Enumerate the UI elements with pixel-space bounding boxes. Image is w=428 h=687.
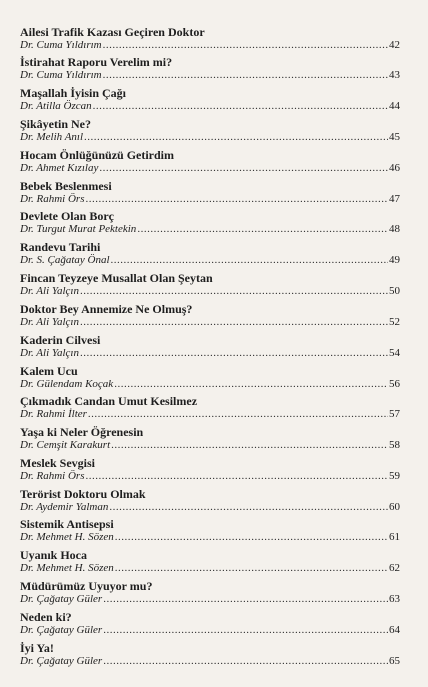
toc-entry (20, 302, 400, 329)
entry-page-number: 56 (389, 378, 400, 390)
entry-line (20, 254, 400, 267)
entry-line (20, 100, 400, 113)
entry-title: Şikâyetin Ne? (20, 117, 92, 131)
entry-line (20, 562, 400, 575)
entry-title: Müdürümüz Uyuyor mu? (20, 579, 153, 593)
entry-author: Dr. Çağatay Güler (20, 624, 103, 636)
toc-entry (20, 25, 400, 52)
dot-leader (115, 531, 388, 544)
toc-entry (20, 394, 400, 421)
entry-page-number: 65 (389, 655, 400, 667)
dot-leader (111, 439, 388, 452)
entry-title: Çıkmadık Candan Umut Kesilmez (20, 394, 198, 408)
toc-entry (20, 364, 400, 391)
entry-title: Bebek Beslenmesi (20, 179, 112, 193)
entry-page-number: 43 (389, 69, 400, 81)
dot-leader (115, 562, 388, 575)
toc-entry (20, 271, 400, 298)
dot-leader (114, 378, 388, 391)
entry-title: Hocam Önlüğünüzü Getirdim (20, 148, 175, 162)
entry-title: Doktor Bey Annemize Ne Olmuş? (20, 302, 193, 316)
dot-leader (85, 193, 388, 206)
entry-page-number: 61 (389, 531, 400, 543)
dot-leader (99, 162, 388, 175)
entry-title: Devlete Olan Borç (20, 209, 114, 223)
entry-title: Maşallah İyisin Çağı (20, 86, 127, 100)
dot-leader (103, 624, 388, 637)
dot-leader (103, 69, 388, 82)
entry-author: Dr. Mehmet H. Sözen (20, 562, 114, 574)
entry-author: Dr. Rahmi İlter (20, 408, 87, 420)
entry-title: Sistemik Antisepsi (20, 517, 114, 531)
entry-author: Dr. Melih Anıl (20, 131, 84, 143)
toc-entry (20, 148, 400, 175)
dot-leader (80, 316, 388, 329)
toc-entry (20, 209, 400, 236)
entry-line (20, 593, 400, 606)
entry-author: Dr. Ali Yalçın (20, 285, 79, 297)
entry-title: Yaşa ki Neler Öğrenesin (20, 425, 144, 439)
dot-leader (84, 131, 388, 144)
dot-leader (103, 593, 388, 606)
toc-entry (20, 240, 400, 267)
toc-entry (20, 548, 400, 575)
entry-author: Dr. Cemşit Karakurt (20, 439, 111, 451)
entry-title: Terörist Doktoru Olmak (20, 487, 146, 501)
dot-leader (88, 408, 388, 421)
toc-entry (20, 333, 400, 360)
entry-author: Dr. Ali Yalçın (20, 347, 79, 359)
entry-author: Dr. Cuma Yıldırım (20, 69, 102, 81)
entry-line (20, 501, 400, 514)
entry-author: Dr. Atilla Özcan (20, 100, 92, 112)
entry-title: İyi Ya! (20, 641, 54, 655)
entry-line (20, 285, 400, 298)
entry-title: Uyanık Hoca (20, 548, 88, 562)
entry-page-number: 52 (389, 316, 400, 328)
toc-entry (20, 117, 400, 144)
entry-title: Kaderin Cilvesi (20, 333, 101, 347)
entry-line (20, 316, 400, 329)
dot-leader (103, 655, 388, 668)
entry-author: Dr. Ali Yalçın (20, 316, 79, 328)
entry-author: Dr. Gülendam Koçak (20, 378, 114, 390)
dot-leader (109, 501, 388, 514)
entry-author: Dr. Rahmi Örs (20, 193, 85, 205)
entry-page-number: 60 (389, 501, 400, 513)
toc-entry (20, 425, 400, 452)
entry-author: Dr. Ahmet Kızılay (20, 162, 99, 174)
entry-line (20, 531, 400, 544)
entry-title: Ailesi Trafik Kazası Geçiren Doktor (20, 25, 205, 39)
dot-leader (80, 347, 388, 360)
entry-line (20, 470, 400, 483)
entry-line (20, 624, 400, 637)
entry-author: Dr. Turgut Murat Pektekin (20, 223, 137, 235)
toc-entry (20, 641, 400, 668)
toc-entry (20, 487, 400, 514)
entry-line (20, 193, 400, 206)
entry-page-number: 42 (389, 39, 400, 51)
entry-page-number: 50 (389, 285, 400, 297)
toc-entry (20, 456, 400, 483)
dot-leader (111, 254, 388, 267)
entry-author: Dr. Mehmet H. Sözen (20, 531, 114, 543)
entry-page-number: 54 (389, 347, 400, 359)
entry-title: Randevu Tarihi (20, 240, 101, 254)
entry-line (20, 378, 400, 391)
entry-title: Fincan Teyzeye Musallat Olan Şeytan (20, 271, 213, 285)
entry-page-number: 62 (389, 562, 400, 574)
entry-page-number: 44 (389, 100, 400, 112)
entry-page-number: 57 (389, 408, 400, 420)
dot-leader (137, 223, 388, 236)
entry-title: Meslek Sevgisi (20, 456, 95, 470)
entry-author: Dr. Cuma Yıldırım (20, 39, 102, 51)
dot-leader (93, 100, 388, 113)
entry-page-number: 58 (389, 439, 400, 451)
toc-entry (20, 86, 400, 113)
dot-leader (85, 470, 388, 483)
entry-page-number: 47 (389, 193, 400, 205)
toc-entry (20, 517, 400, 544)
entry-line (20, 439, 400, 452)
entry-line (20, 162, 400, 175)
entry-page-number: 64 (389, 624, 400, 636)
dot-leader (103, 39, 388, 52)
entry-line (20, 69, 400, 82)
entry-line (20, 39, 400, 52)
toc-entry (20, 579, 400, 606)
entry-line (20, 347, 400, 360)
entry-page-number: 59 (389, 470, 400, 482)
entry-line (20, 223, 400, 236)
entry-page-number: 45 (389, 131, 400, 143)
entry-author: Dr. Rahmi Örs (20, 470, 85, 482)
entry-page-number: 48 (389, 223, 400, 235)
entry-line (20, 131, 400, 144)
entry-title: Neden ki? (20, 610, 72, 624)
toc-entry (20, 179, 400, 206)
entry-title: Kalem Ucu (20, 364, 78, 378)
entry-page-number: 49 (389, 254, 400, 266)
entry-page-number: 46 (389, 162, 400, 174)
entry-author: Dr. Aydemir Yalman (20, 501, 109, 513)
entry-author: Dr. Çağatay Güler (20, 593, 103, 605)
entry-line (20, 408, 400, 421)
dot-leader (80, 285, 388, 298)
entry-page-number: 63 (389, 593, 400, 605)
toc-entry (20, 55, 400, 82)
entry-author: Dr. S. Çağatay Önal (20, 254, 110, 266)
entry-line (20, 655, 400, 668)
toc-entry (20, 610, 400, 637)
entry-title: İstirahat Raporu Verelim mi? (20, 55, 173, 69)
entry-author: Dr. Çağatay Güler (20, 655, 103, 667)
